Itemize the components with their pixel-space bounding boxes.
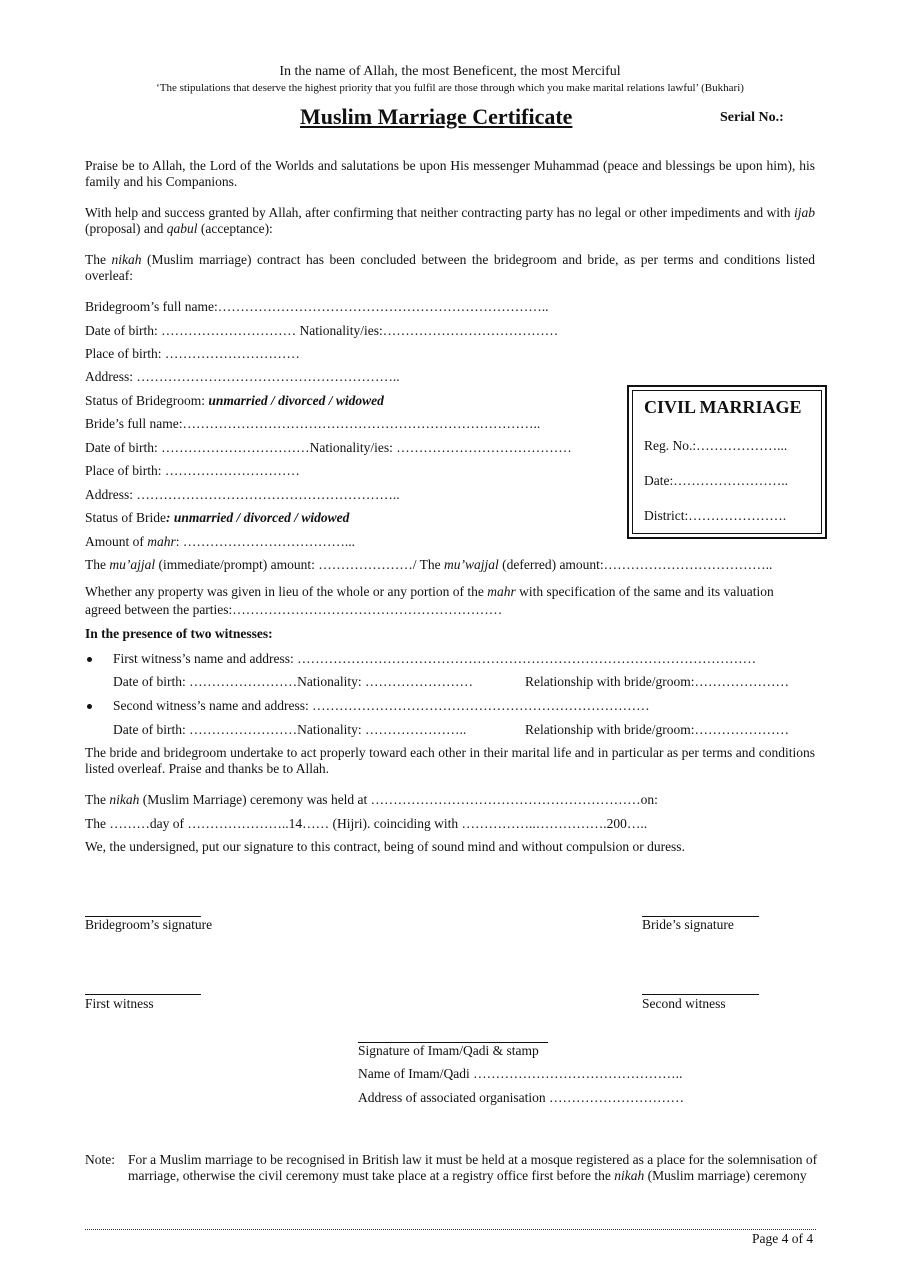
page-title: Muslim Marriage Certificate [300,104,573,129]
second-witness-name-field: Second witness’s name and address: ………………………………………………………………… [113,698,650,713]
groom-signature-label: Bridegroom’s signature [85,917,213,932]
civil-district: District:…………………. [644,508,787,523]
bride-pob-field: Place of birth: ………………………… [85,463,300,478]
civil-marriage-box [627,385,827,539]
mahr-amount-field: Amount of mahr: ………………………………... [85,534,356,549]
bride-dob-field: Date of birth: ……………………………Nationality/ies: ………………………………… [85,440,572,455]
header-hadith: ‘The stipulations that deserve the highest priority that you fulfil are those through which you make marital relations lawful’ (Bukhari) [156,82,744,94]
bride-name-field: Bride’s full name:…………………………………………………………………….. [85,416,541,431]
civil-reg-no: Reg. No.:………………... [644,438,788,453]
groom-dob-field: Date of birth: ………………………… Nationality/ies:………………………………… [85,323,559,338]
bride-status-field: Status of Bride: unmarried / divorced / widowed [85,510,350,525]
header-basmala: In the name of Allah, the most Beneficent, the most Merciful [279,64,621,79]
ceremony-date-field: The ………day of …………………..14…… (Hijri). coinciding with ……………..…………….200….. [85,816,648,831]
first-witness-signature-label: First witness [85,996,154,1011]
imam-signature-label: Signature of Imam/Qadi & stamp [358,1043,539,1058]
first-witness-signature-line [85,994,201,995]
footer-divider [85,1229,816,1230]
muajjal-amount-field: The mu’ajjal (immediate/prompt) amount: …………………/ The mu’wajjal (deferred) amount:……………………………….. [85,557,773,572]
serial-label: Serial No.: [720,110,784,125]
second-witness-relationship-field: Relationship with bride/groom:………………… [525,722,789,737]
page-number: Page 4 of 4 [752,1231,814,1246]
intro-paragraph-1: Praise be to Allah, the Lord of the Worlds and salutations be upon His messenger Muhammad (peace and blessings be upon him), his family and his Companions. [85,158,815,189]
second-witness-signature-line [642,994,759,995]
first-witness-name-field: First witness’s name and address: ………………………………………………………………………………………… [113,651,757,666]
bullet-icon [87,657,92,662]
second-witness-dob-field: Date of birth: ……………………Nationality: ………………….. [113,722,467,737]
groom-pob-field: Place of birth: ………………………… [85,346,300,361]
witnesses-heading: In the presence of two witnesses: [85,626,273,641]
property-field: Whether any property was given in lieu of the whole or any portion of the mahr with specification of the same and its valuation agreed between the parties:…………………………………………………… [85,584,774,617]
first-witness-dob-field: Date of birth: ……………………Nationality: …………………… [113,674,473,689]
groom-address-field: Address: ………………………………………………….. [85,369,400,384]
ceremony-location-field: The nikah (Muslim Marriage) ceremony was held at ……………………………………………………on: [85,792,658,807]
second-witness-signature-label: Second witness [642,996,726,1011]
bride-address-field: Address: ………………………………………………….. [85,487,400,502]
civil-marriage-title: CIVIL MARRIAGE [644,397,802,417]
groom-status-field: Status of Bridegroom: unmarried / divorced / widowed [85,393,384,408]
note-text: For a Muslim marriage to be recognised in British law it must be held at a mosque registered as a place for the solemnisation of marriage, otherwise the civil ceremony must take place at a registry office first before the nikah (Muslim marriage) ceremony [128,1152,818,1183]
declaration-text: We, the undersigned, put our signature to this contract, being of sound mind and without compulsion or duress. [85,839,685,854]
groom-name-field: Bridegroom’s full name:……………………………………………………………….. [85,299,549,314]
organisation-address-field: Address of associated organisation ………………………… [358,1090,684,1105]
intro-paragraph-3: The nikah (Muslim marriage) contract has been concluded between the bridegroom and bride, as per terms and conditions listed overleaf: [85,252,815,283]
imam-name-field: Name of Imam/Qadi ……………………………………….. [358,1066,683,1081]
bullet-icon [87,704,92,709]
first-witness-relationship-field: Relationship with bride/groom:………………… [525,674,789,689]
intro-paragraph-2: With help and success granted by Allah, after confirming that neither contracting party has no legal or other impediments and with ijab (proposal) and qabul (acceptance): [85,205,815,236]
civil-date: Date:…………………….. [644,473,788,488]
bride-signature-label: Bride’s signature [642,917,734,932]
note-label: Note: [85,1152,115,1167]
undertaking-paragraph: The bride and bridegroom undertake to act properly toward each other in their marital life and in particular as per terms and conditions listed overleaf. Praise and thanks be to Allah. [85,745,815,776]
